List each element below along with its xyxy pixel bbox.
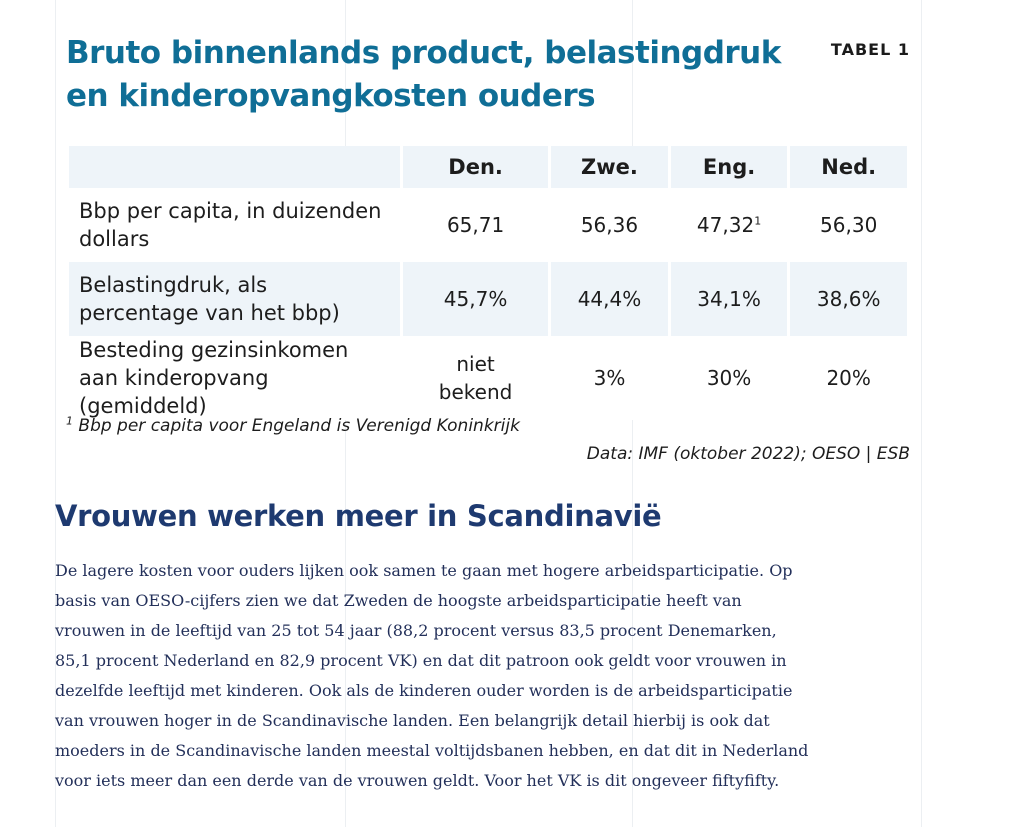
table-cell: 65,71 xyxy=(403,188,548,262)
table-cell: 30% xyxy=(671,336,788,420)
body-paragraph: De lagere kosten voor ouders lijken ook samen te gaan met hogere arbeidsparticipatie. Op basis van OESO-cijfers zien we dat Zweden de hoogste arbeidsparticipatie heeft van vrouwen in de leeftijd van 25 tot 54 jaar (88,2 procent versus 83,5 procent Denemarken, 85,1 procent Nederland en 82,9 procent VK) en dat dit patroon ook geldt voor vrouwen in dezelfde leeftijd met kinderen. Ook als de kinderen ouder worden is de arbeidsparticipatie van vrouwen hoger in de Scandinavische landen. Een belangrijk detail hierbij is ook dat moeders in de Scandinavische landen meestal voltijdsbanen hebben, en dat dit in Nederland voor iets meer dan een derde van de vrouwen geldt. Voor het VK is dit ongeveer fiftyfifty. xyxy=(55,561,809,790)
source-note: Data: IMF (oktober 2022); OESO | ESB xyxy=(586,444,910,464)
table-cell: 56,30 xyxy=(790,188,907,262)
table-header-row xyxy=(69,146,907,188)
data-table xyxy=(66,146,910,420)
table-cell xyxy=(671,188,788,262)
cell-value: 47,32 xyxy=(696,213,755,237)
footnote-marker: 1 xyxy=(754,214,762,228)
column-header-ned: Ned. xyxy=(790,146,907,188)
column-guide xyxy=(921,0,922,827)
column-header-den: Den. xyxy=(403,146,548,188)
table-footnote xyxy=(66,416,520,436)
table-cell: 44,4% xyxy=(551,262,668,336)
table-figure xyxy=(66,22,912,472)
column-header-eng: Eng. xyxy=(671,146,788,188)
row-label: Belastingdruk, als percentage van het bbp) xyxy=(69,262,400,336)
table-cell: niet bekend xyxy=(403,336,548,420)
header-corner xyxy=(69,146,400,188)
row-label: Besteding gezinsinkomen aan kinderopvang (gemiddeld) xyxy=(69,336,400,420)
table-cell: 34,1% xyxy=(671,262,788,336)
table-row xyxy=(69,262,907,336)
table-cell: 38,6% xyxy=(790,262,907,336)
row-label: Bbp per capita, in duizenden dollars xyxy=(69,188,400,262)
footnote-text: Bbp per capita voor Engeland is Verenigd Koninkrijk xyxy=(78,416,520,436)
table-cell: 45,7% xyxy=(403,262,548,336)
column-header-zwe: Zwe. xyxy=(551,146,668,188)
figure-title: Bruto binnenlands product, belastingdruk en kinderopvangkosten ouders xyxy=(66,35,781,114)
table-cell: 56,36 xyxy=(551,188,668,262)
section-heading: Vrouwen werken meer in Scandinavië xyxy=(55,499,662,533)
table-row xyxy=(69,188,907,262)
figure-tag: TABEL 1 xyxy=(830,40,910,59)
table-row xyxy=(69,336,907,420)
footnote-marker: 1 xyxy=(66,414,73,428)
table-cell: 20% xyxy=(790,336,907,420)
table-cell: 3% xyxy=(551,336,668,420)
